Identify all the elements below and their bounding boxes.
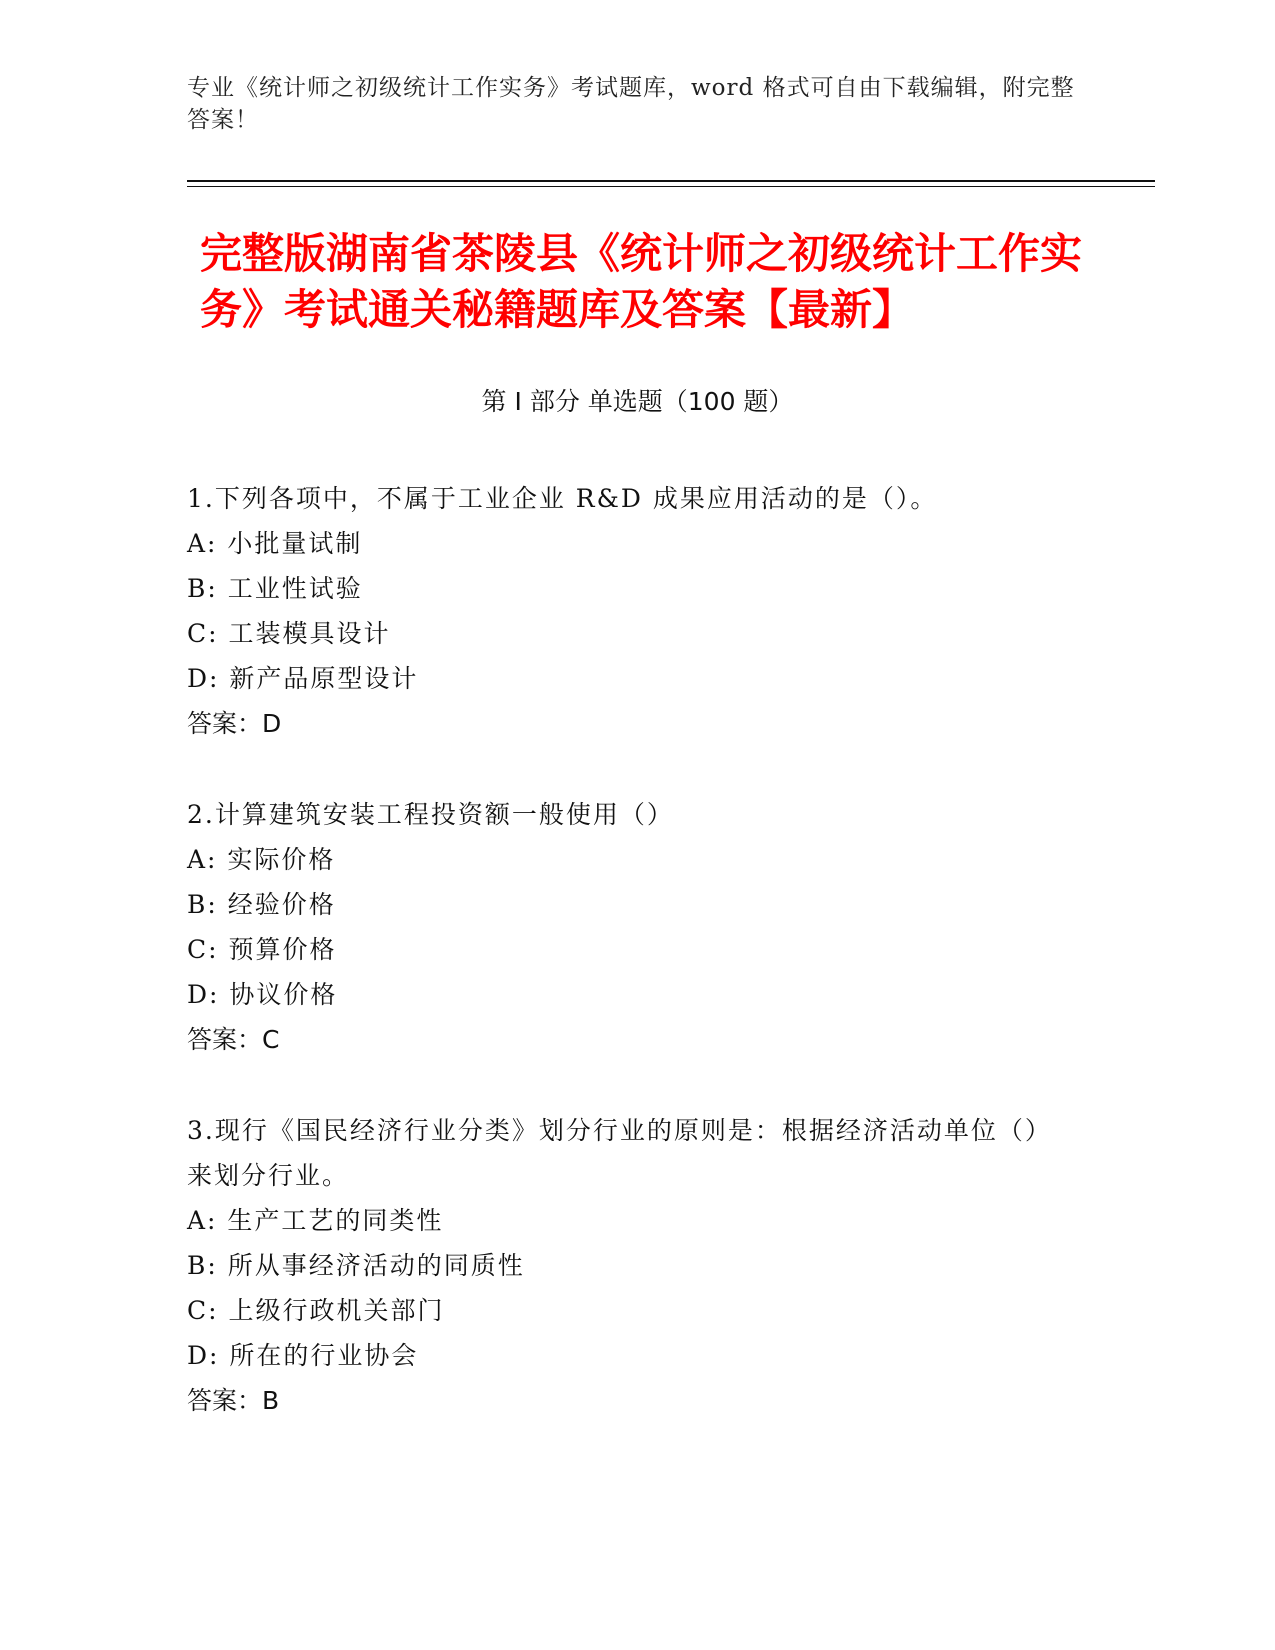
option-c: C: 预算价格 xyxy=(187,935,337,964)
option-d: D: 新产品原型设计 xyxy=(187,664,419,693)
answer: 答案：C xyxy=(187,1025,280,1054)
question-list xyxy=(187,476,1077,1469)
question-stem: 3.现行《国民经济行业分类》划分行业的原则是：根据经济活动单位（）来划分行业。 xyxy=(187,1116,1052,1190)
header-divider xyxy=(187,180,1155,182)
option-b: B: 经验价格 xyxy=(187,890,336,919)
question-3 xyxy=(187,1108,1077,1423)
answer: 答案：B xyxy=(187,1386,280,1415)
document-title: 完整版湖南省茶陵县《统计师之初级统计工作实务》考试通关秘籍题库及答案【最新】 xyxy=(200,229,1083,334)
option-a: A: 生产工艺的同类性 xyxy=(187,1206,444,1235)
question-stem: 1.下列各项中，不属于工业企业 R&D 成果应用活动的是（）。 xyxy=(187,484,938,513)
option-d: D: 协议价格 xyxy=(187,980,338,1009)
question-2 xyxy=(187,792,1077,1062)
option-d: D: 所在的行业协会 xyxy=(187,1341,419,1370)
option-c: C: 工装模具设计 xyxy=(187,619,391,648)
option-a: A: 小批量试制 xyxy=(187,529,363,558)
answer: 答案：D xyxy=(187,709,282,738)
option-b: B: 所从事经济活动的同质性 xyxy=(187,1251,525,1280)
section-heading: 第 I 部分 单选题（100 题） xyxy=(481,387,794,416)
header-divider-thin xyxy=(187,186,1155,187)
option-c: C: 上级行政机关部门 xyxy=(187,1296,445,1325)
header-note: 专业《统计师之初级统计工作实务》考试题库，word 格式可自由下载编辑，附完整答案！ xyxy=(187,75,1075,133)
question-stem: 2.计算建筑安装工程投资额一般使用（） xyxy=(187,800,674,829)
option-a: A: 实际价格 xyxy=(187,845,336,874)
option-b: B: 工业性试验 xyxy=(187,574,363,603)
question-1 xyxy=(187,476,1077,746)
